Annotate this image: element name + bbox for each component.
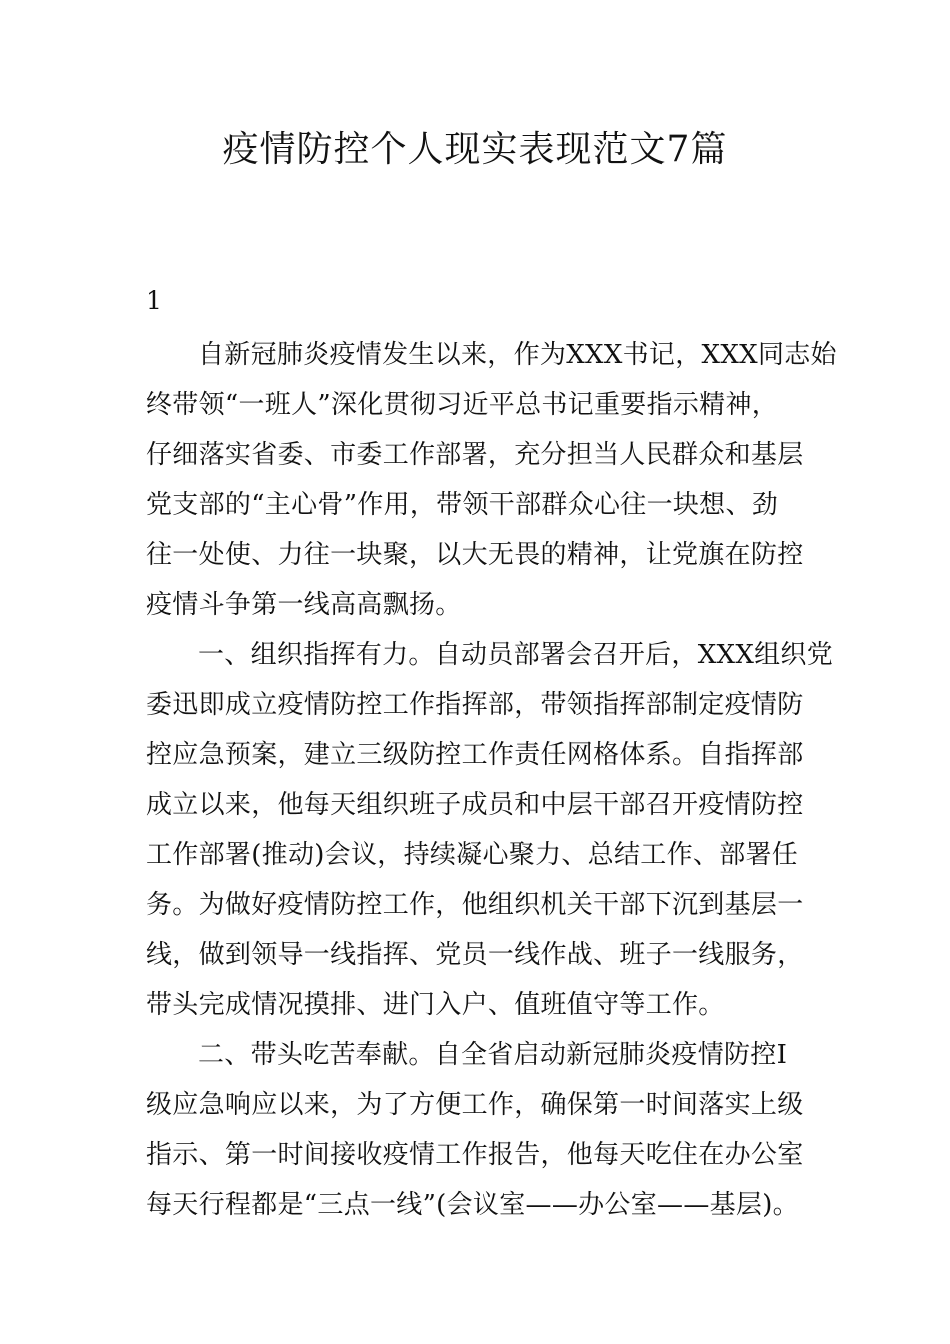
text-line: 党支部的“主心骨”作用，带领干部群众心往一块想、劲	[146, 490, 779, 520]
text-line: 控应急预案，建立三级防控工作责任网格体系。自指挥部	[146, 740, 804, 770]
text-line: 指示、第一时间接收疫情工作报告，他每天吃住在办公室	[146, 1140, 804, 1170]
text-line: 一、组织指挥有力。自动员部署会召开后，XXX组织党	[198, 640, 834, 670]
section-number: 1	[146, 286, 162, 315]
paragraph-organization	[146, 630, 834, 1030]
text-line: 终带领“一班人”深化贯彻习近平总书记重要指示精神，	[146, 390, 779, 420]
text-line: 仔细落实省委、市委工作部署，充分担当人民群众和基层	[146, 440, 804, 470]
text-line: 务。为做好疫情防控工作，他组织机关干部下沉到基层一	[146, 890, 804, 920]
document-body	[146, 330, 837, 1230]
text-line: 二、带头吃苦奉献。自全省启动新冠肺炎疫情防控I	[198, 1040, 788, 1070]
text-line: 成立以来，他每天组织班子成员和中层干部召开疫情防控	[146, 790, 804, 820]
text-line: 委迅即成立疫情防控工作指挥部，带领指挥部制定疫情防	[146, 690, 804, 720]
paragraph-dedication	[146, 1030, 826, 1230]
text-line: 疫情斗争第一线高高飘扬。	[146, 590, 462, 620]
text-line: 线，做到领导一线指挥、党员一线作战、班子一线服务，	[146, 940, 804, 970]
text-line: 带头完成情况摸排、进门入户、值班值守等工作。	[146, 990, 725, 1020]
text-line: 往一处使、力往一块聚，以大无畏的精神，让党旗在防控	[146, 540, 804, 570]
paragraph-intro	[146, 330, 837, 630]
text-line: 级应急响应以来，为了方便工作，确保第一时间落实上级	[146, 1090, 804, 1120]
document-title: 疫情防控个人现实表现范文7篇	[222, 129, 728, 170]
text-line: 每天行程都是“三点一线”(会议室——办公室——基层)。	[146, 1190, 799, 1220]
text-line: 自新冠肺炎疫情发生以来，作为XXX书记，XXX同志始	[198, 340, 837, 370]
text-line: 工作部署(推动)会议，持续凝心聚力、总结工作、部署任	[146, 840, 799, 870]
